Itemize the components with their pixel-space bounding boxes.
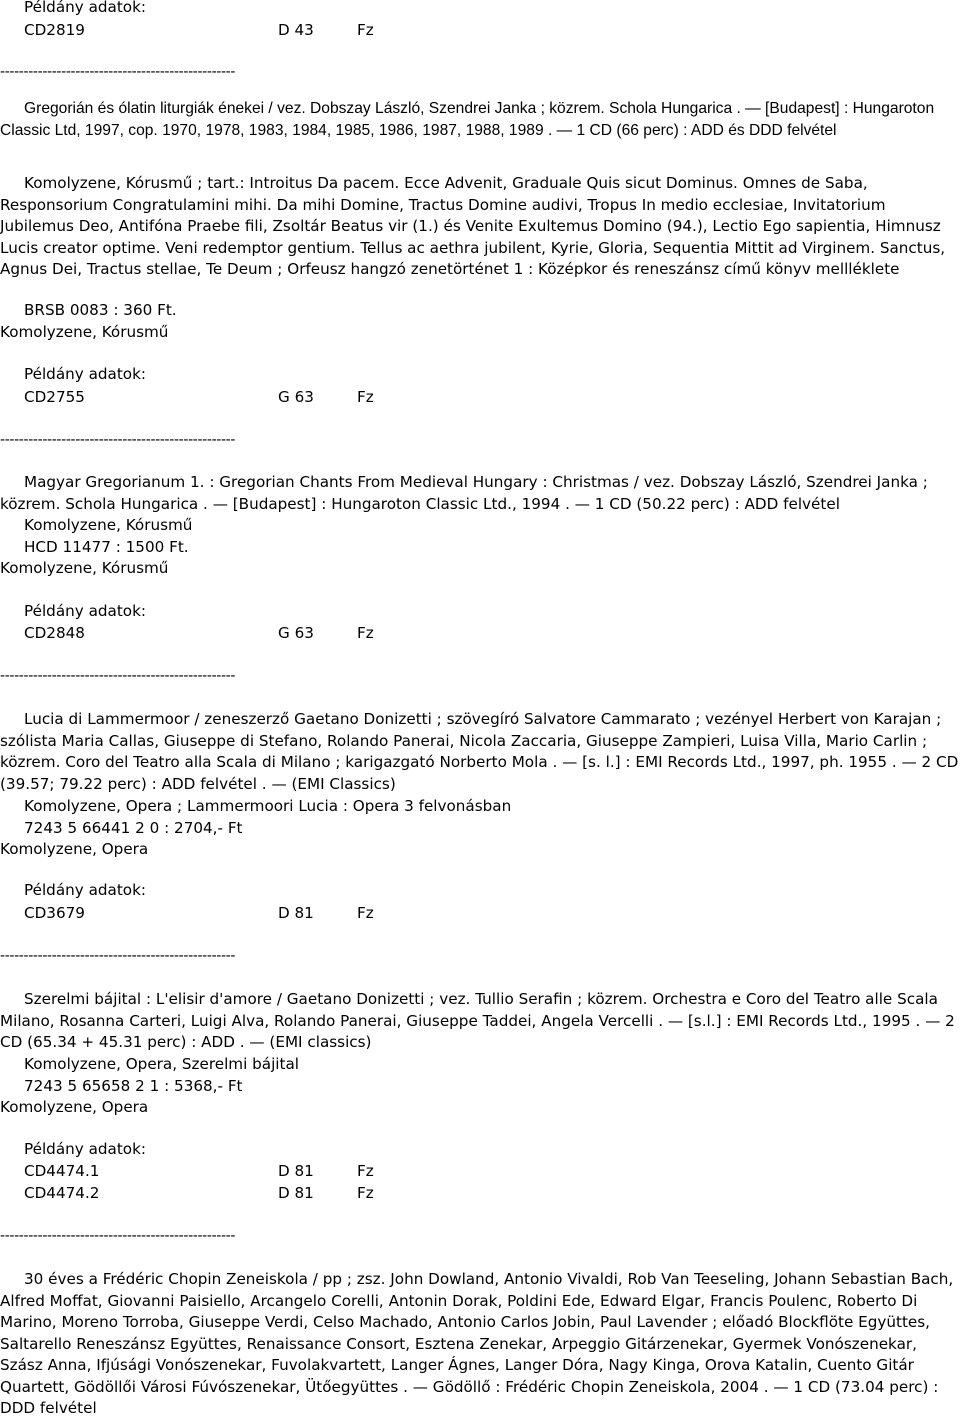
code-price: HCD 11477 : 1500 Ft.: [24, 538, 189, 556]
record-description: Magyar Gregorianum 1. : Gregorian Chants From Medieval Hungary : Christmas / vez. Dobszay László, Szendrei Janka ; közrem. Schola Hungarica . — [Budapest] : Hungaroton Classic Ltd., 1994 . — 1 CD (50.22 perc) : ADD felvétel: [0, 473, 928, 513]
copy-location: G 63: [278, 388, 314, 406]
subject-heading: Komolyzene, Kórusmű: [0, 323, 169, 341]
copy-id: CD4474.2: [24, 1184, 100, 1202]
genre-line: Komolyzene, Opera, Szerelmi bájital: [24, 1055, 300, 1073]
copy-location: G 63: [278, 624, 314, 642]
code-price: 7243 5 65658 2 1 : 5368,- Ft: [24, 1077, 243, 1095]
copy-type: Fz: [357, 624, 374, 642]
subject-heading: Komolyzene, Opera: [0, 840, 149, 858]
code-price: 7243 5 66441 2 0 : 2704,- Ft: [24, 819, 243, 837]
copy-id: CD2755: [24, 388, 85, 406]
separator: --------------------------------------------------: [0, 432, 236, 448]
record-description: Szerelmi bájital : L'elisir d'amore / Gaetano Donizetti ; vez. Tullio Serafin ; közrem. Orchestra e Coro del Teatro alle Scala Milano, Rosanna Carteri, Luigi Alva, Rolando Panerai, Giuseppe Taddei, Angela Vercelli . — [s.l.] : EMI Records Ltd., 1995 . — 2 CD (65.34 + 45.31 perc) : ADD . — (EMI classics): [0, 990, 955, 1051]
copy-header: Példány adatok:: [24, 0, 146, 16]
record-notes: Komolyzene, Kórusmű ; tart.: Introitus Da pacem. Ecce Advenit, Graduale Quis sicut Dominus. Omnes de Saba, Responsorium Congratulamini mihi. Da mihi Domine, Tractus Domine audivi, Tropus In medio ecclesiae, Invitatorium Jubilemus Deo, Antifóna Praebe fili, Zsoltár Beatus vir (1.) és Venite Exultemus Domino (94.), Lectio Ego sapientia, Himnusz Lucis creator optime. Veni redemptor gentium. Tellus ac aethra jubilent, Kyrie, Gloria, Sequentia Mittit ad Virginem. Sanctus, Agnus Dei, Tractus stellae, Te Deum ; Orfeusz hangzó zenetörténet 1 : Középkor és reneszánsz című könyv mellléklete: [0, 174, 946, 278]
copy-type: Fz: [357, 21, 374, 39]
subject-heading: Komolyzene, Kórusmű: [0, 559, 169, 577]
copy-type: Fz: [357, 1184, 374, 1202]
copy-location: D 81: [278, 904, 314, 922]
genre-line: Komolyzene, Kórusmű: [24, 516, 193, 534]
separator: --------------------------------------------------: [0, 1228, 236, 1244]
copy-type: Fz: [357, 1162, 374, 1180]
copy-header: Példány adatok:: [24, 365, 146, 383]
record-description: 30 éves a Frédéric Chopin Zeneiskola / pp ; zsz. John Dowland, Antonio Vivaldi, Rob Van Teeseling, Johann Sebastian Bach, Alfred Moffat, Giovanni Paisiello, Arcangelo Corelli, Antonin Dorak, Poldini Ede, Edward Elgar, Francis Poulenc, Roberto Di Marino, Moreno Torroba, Giuseppe Verdi, Celso Machado, Antonio Carlos Jobin, Paul Lavender ; előadó Blockflöte Együttes, Saltarello Reneszánsz Együttes, Renaissance Consort, Esztena Zenekar, Arpeggio Gitárzenekar, Gyermek Vonószenekar, Szász Anna, Ifjúsági Vonószenekar, Fuvolakvartett, Langer Ágnes, Langer Dóra, Nagy Kinga, Orova Katalin, Cuento Gitár Quartett, Gödöllői Városi Fúvószenekar, Ütőegyüttes . — Gödöllő : Frédéric Chopin Zeneiskola, 2004 . — 1 CD (73.04 perc) : DDD felvétel: [0, 1270, 954, 1417]
subject-heading: Komolyzene, Opera: [0, 1098, 149, 1116]
copy-location: D 81: [278, 1184, 314, 1202]
copy-header: Példány adatok:: [24, 1140, 146, 1158]
code-price: BRSB 0083 : 360 Ft.: [24, 301, 177, 319]
copy-type: Fz: [357, 904, 374, 922]
record-description: Lucia di Lammermoor / zeneszerző Gaetano Donizetti ; szövegíró Salvatore Cammarato ; vezényel Herbert von Karajan ; szólista Maria Callas, Giuseppe di Stefano, Rolando Panerai, Nicola Zaccaria, Giuseppe Zampieri, Luisa Villa, Mario Carlin ; közrem. Coro del Teatro alla Scala di Milano ; karigazgató Norberto Mola . — [s. l.] : EMI Records Ltd., 1997, ph. 1955 . — 2 CD (39.57; 79.22 perc) : ADD felvétel . — (EMI Classics): [0, 710, 959, 793]
separator: --------------------------------------------------: [0, 948, 236, 964]
record-description: Gregorián és ólatin liturgiák énekei / vez. Dobszay László, Szendrei Janka ; közrem. Schola Hungarica . — [Budapest] : Hungaroton Classic Ltd, 1997, cop. 1970, 1978, 1983, 1984, 1985, 1986, 1987, 1988, 1989 . — 1 CD (66 perc) : ADD és DDD felvétel: [0, 100, 935, 139]
separator: --------------------------------------------------: [0, 64, 236, 80]
copy-type: Fz: [357, 388, 374, 406]
copy-header: Példány adatok:: [24, 602, 146, 620]
copy-id: CD4474.1: [24, 1162, 100, 1180]
separator: --------------------------------------------------: [0, 668, 236, 684]
copy-id: CD3679: [24, 904, 85, 922]
copy-id: CD2848: [24, 624, 85, 642]
copy-id: CD2819: [24, 21, 85, 39]
genre-line: Komolyzene, Opera ; Lammermoori Lucia : Opera 3 felvonásban: [24, 797, 512, 815]
copy-header: Példány adatok:: [24, 881, 146, 899]
copy-location: D 81: [278, 1162, 314, 1180]
copy-location: D 43: [278, 21, 314, 39]
